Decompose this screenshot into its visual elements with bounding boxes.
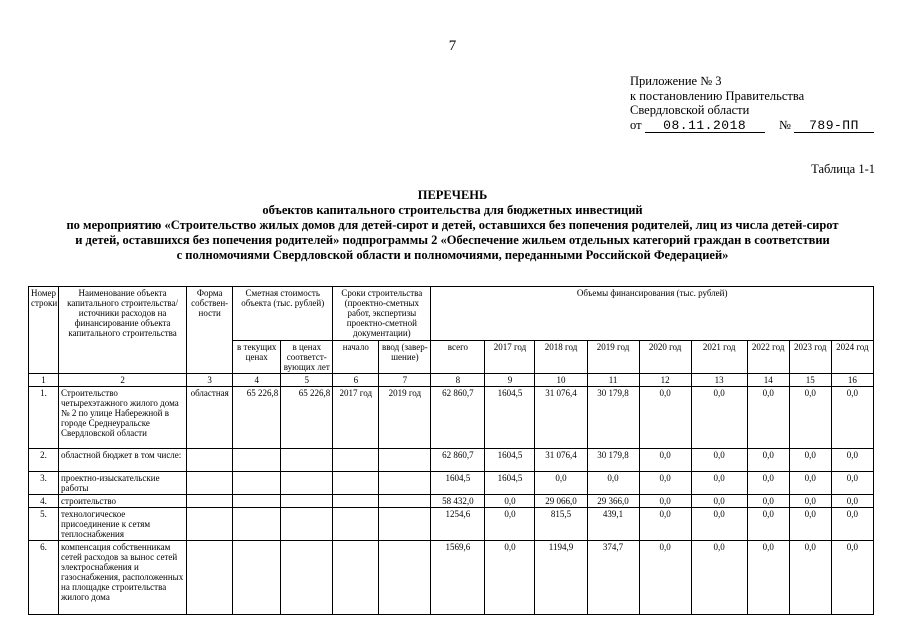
ownership-cell — [187, 495, 233, 508]
header-year: 2021 год — [691, 341, 747, 374]
year-value-cell: 0,0 — [789, 387, 831, 449]
year-value-cell: 1604,5 — [485, 449, 535, 472]
year-value-cell: 29 366,0 — [587, 495, 639, 508]
year-value-cell: 0,0 — [691, 449, 747, 472]
cost-relevant-cell — [281, 508, 333, 541]
start-year-cell — [333, 449, 379, 472]
year-value-cell: 0,0 — [691, 495, 747, 508]
column-number-row — [29, 374, 874, 387]
table-body — [29, 387, 874, 615]
year-value-cell: 0,0 — [789, 449, 831, 472]
cost-current-cell — [233, 541, 281, 615]
appendix-region: Свердловской области — [630, 103, 750, 117]
header-ownership: Форма собствен-ности — [187, 287, 233, 374]
title-line-2: объектов капитального строительства для бюджетных инвестиций — [262, 203, 643, 217]
header-year: 2024 год — [831, 341, 873, 374]
column-number: 10 — [535, 374, 587, 387]
column-number: 14 — [747, 374, 789, 387]
date-prefix: от — [630, 117, 642, 132]
year-value-cell: 0,0 — [747, 541, 789, 615]
column-number: 3 — [187, 374, 233, 387]
year-value-cell: 0,0 — [691, 508, 747, 541]
end-year-cell — [379, 449, 431, 472]
year-value-cell: 0,0 — [691, 541, 747, 615]
column-number: 15 — [789, 374, 831, 387]
header-year: 2022 год — [747, 341, 789, 374]
year-value-cell: 0,0 — [747, 449, 789, 472]
end-year-cell — [379, 495, 431, 508]
year-value-cell: 815,5 — [535, 508, 587, 541]
column-number: 16 — [831, 374, 873, 387]
year-value-cell: 1604,5 — [485, 472, 535, 495]
object-name-cell: Строительство четырехэтажного жилого дома № 2 по улице Набережной в городе Среднеуральске Свердловской области — [59, 387, 187, 449]
header-year: 2020 год — [639, 341, 691, 374]
appendix-date-line — [630, 118, 874, 133]
year-value-cell: 0,0 — [789, 472, 831, 495]
cost-current-cell — [233, 472, 281, 495]
end-year-cell: 2019 год — [379, 387, 431, 449]
object-name-cell: компенсация собственникам сетей расходов за вынос сетей электроснабжения и газоснабжения, расположенных на площадке строительства жилого дома — [59, 541, 187, 615]
cost-relevant-cell: 65 226,8 — [281, 387, 333, 449]
cost-relevant-cell — [281, 472, 333, 495]
year-value-cell: 0,0 — [831, 387, 873, 449]
page-number: 7 — [448, 38, 457, 54]
cost-current-cell — [233, 449, 281, 472]
year-value-cell: 0,0 — [831, 449, 873, 472]
year-value-cell: 0,0 — [789, 495, 831, 508]
end-year-cell — [379, 508, 431, 541]
total-value-cell: 62 860,7 — [431, 449, 485, 472]
year-value-cell: 0,0 — [639, 449, 691, 472]
cost-relevant-cell — [281, 541, 333, 615]
object-name-cell: проектно-изыскательские работы — [59, 472, 187, 495]
column-number: 8 — [431, 374, 485, 387]
ownership-cell — [187, 508, 233, 541]
column-number: 13 — [691, 374, 747, 387]
ownership-cell — [187, 541, 233, 615]
investment-table — [28, 286, 874, 615]
year-value-cell: 0,0 — [789, 508, 831, 541]
object-name-cell: технологическое присоединение к сетям теплоснабжения — [59, 508, 187, 541]
year-value-cell: 0,0 — [639, 387, 691, 449]
header-current-prices: в текущих ценах — [233, 341, 281, 374]
object-name-cell: строительство — [59, 495, 187, 508]
object-name-cell: областной бюджет в том числе: — [59, 449, 187, 472]
column-number: 5 — [281, 374, 333, 387]
header-relevant-prices: в ценах соответст-вующих лет — [281, 341, 333, 374]
header-year: 2023 год — [789, 341, 831, 374]
table-row — [29, 495, 874, 508]
start-year-cell: 2017 год — [333, 387, 379, 449]
table-label: Таблица 1-1 — [811, 162, 875, 176]
header-year: 2019 год — [587, 341, 639, 374]
appendix-title: Приложение № 3 — [630, 74, 722, 88]
year-value-cell: 374,7 — [587, 541, 639, 615]
row-number-cell: 2. — [29, 449, 59, 472]
column-number: 12 — [639, 374, 691, 387]
column-number: 2 — [59, 374, 187, 387]
end-year-cell — [379, 472, 431, 495]
year-value-cell: 0,0 — [747, 508, 789, 541]
resolution-number: 789-ПП — [794, 119, 874, 133]
year-value-cell: 30 179,8 — [587, 387, 639, 449]
row-number-cell: 4. — [29, 495, 59, 508]
cost-relevant-cell — [281, 449, 333, 472]
year-value-cell: 0,0 — [831, 495, 873, 508]
column-number: 1 — [29, 374, 59, 387]
column-number: 7 — [379, 374, 431, 387]
start-year-cell — [333, 541, 379, 615]
year-value-cell: 0,0 — [691, 387, 747, 449]
title-line-5: с полномочиями Свердловской области и полномочиями, переданными Российской Федерацией» — [176, 248, 729, 262]
year-value-cell: 0,0 — [747, 472, 789, 495]
cost-current-cell — [233, 508, 281, 541]
total-value-cell: 1569,6 — [431, 541, 485, 615]
table-row — [29, 449, 874, 472]
column-number: 11 — [587, 374, 639, 387]
year-value-cell: 29 066,0 — [535, 495, 587, 508]
title-line-3: по мероприятию «Строительство жилых домов для детей-сирот и детей, оставшихся без попечения родителей, лиц из числа детей-сирот — [66, 218, 839, 232]
year-value-cell: 0,0 — [831, 472, 873, 495]
total-value-cell: 62 860,7 — [431, 387, 485, 449]
year-value-cell: 30 179,8 — [587, 449, 639, 472]
table-row — [29, 387, 874, 449]
start-year-cell — [333, 472, 379, 495]
start-year-cell — [333, 508, 379, 541]
year-value-cell: 0,0 — [639, 541, 691, 615]
header-object-name: Наименование объекта капитального строительства/ источники расходов на финансирование объекта капитального строительства — [59, 287, 187, 374]
header-total: всего — [431, 341, 485, 374]
year-value-cell: 0,0 — [535, 472, 587, 495]
row-number-cell: 1. — [29, 387, 59, 449]
ownership-cell — [187, 472, 233, 495]
cost-current-cell: 65 226,8 — [233, 387, 281, 449]
year-value-cell: 439,1 — [587, 508, 639, 541]
year-value-cell: 0,0 — [831, 508, 873, 541]
header-row-number: Номер строки — [29, 287, 59, 374]
table-row — [29, 508, 874, 541]
ownership-cell: областная — [187, 387, 233, 449]
year-value-cell: 1194,9 — [535, 541, 587, 615]
year-value-cell: 0,0 — [789, 541, 831, 615]
year-value-cell: 0,0 — [485, 508, 535, 541]
document-title: ПЕРЕЧЕНЬ — [417, 188, 488, 202]
total-value-cell: 58 432,0 — [431, 495, 485, 508]
total-value-cell: 1604,5 — [431, 472, 485, 495]
header-estimated-cost: Сметная стоимость объекта (тыс. рублей) — [233, 287, 333, 341]
cost-current-cell — [233, 495, 281, 508]
header-end: ввод (завер-шение) — [379, 341, 431, 374]
header-funding: Объемы финансирования (тыс. рублей) — [431, 287, 874, 341]
row-number-cell: 5. — [29, 508, 59, 541]
column-number: 9 — [485, 374, 535, 387]
ownership-cell — [187, 449, 233, 472]
table-row — [29, 472, 874, 495]
year-value-cell: 0,0 — [747, 495, 789, 508]
header-year: 2017 год — [485, 341, 535, 374]
year-value-cell: 0,0 — [485, 495, 535, 508]
year-value-cell: 0,0 — [639, 508, 691, 541]
header-construction-terms: Сроки строительства (проектно-сметных работ, экспертизы проектно-сметной документации) — [333, 287, 431, 341]
row-number-cell: 6. — [29, 541, 59, 615]
year-value-cell: 0,0 — [639, 472, 691, 495]
column-number: 6 — [333, 374, 379, 387]
header-year: 2018 год — [535, 341, 587, 374]
end-year-cell — [379, 541, 431, 615]
title-line-4: и детей, оставшихся без попечения родителей» подпрограммы 2 «Обеспечение жильем отдельных категорий граждан в соответствии — [75, 233, 830, 247]
year-value-cell: 0,0 — [691, 472, 747, 495]
appendix-resolution: к постановлению Правительства — [630, 88, 805, 103]
year-value-cell: 0,0 — [485, 541, 535, 615]
number-prefix: № — [778, 117, 791, 132]
cost-relevant-cell — [281, 495, 333, 508]
row-number-cell: 3. — [29, 472, 59, 495]
start-year-cell — [333, 495, 379, 508]
year-value-cell: 31 076,4 — [535, 387, 587, 449]
column-number: 4 — [233, 374, 281, 387]
header-start: начало — [333, 341, 379, 374]
year-value-cell: 0,0 — [747, 387, 789, 449]
resolution-date: 08.11.2018 — [645, 119, 765, 133]
total-value-cell: 1254,6 — [431, 508, 485, 541]
year-value-cell: 31 076,4 — [535, 449, 587, 472]
table-row — [29, 541, 874, 615]
appendix-block — [630, 74, 874, 133]
year-value-cell: 0,0 — [831, 541, 873, 615]
year-value-cell: 0,0 — [587, 472, 639, 495]
year-value-cell: 0,0 — [639, 495, 691, 508]
year-value-cell: 1604,5 — [485, 387, 535, 449]
